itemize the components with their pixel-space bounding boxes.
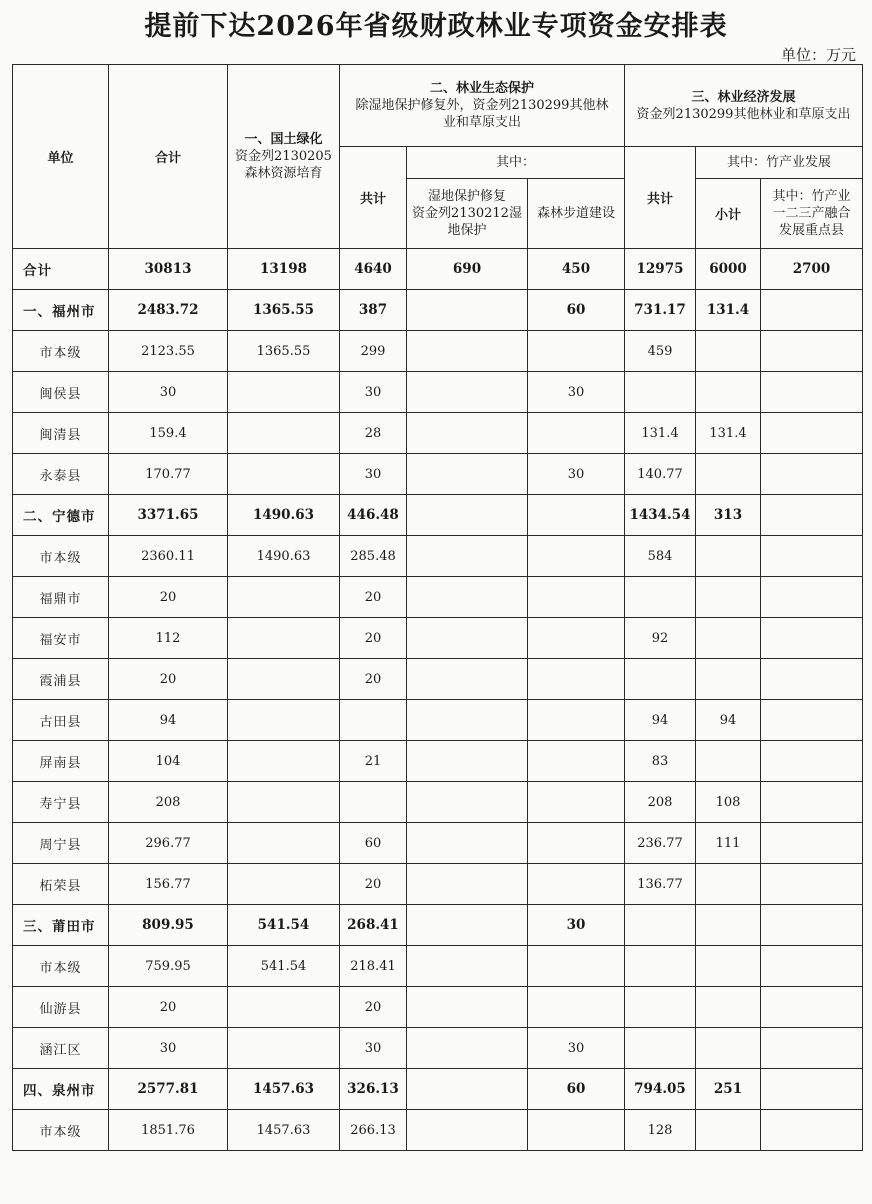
table-row — [13, 1069, 863, 1110]
value-cell: 313 — [696, 495, 761, 536]
value-cell: 131.4 — [625, 413, 696, 454]
header-wetland-line1: 湿地保护修复 — [427, 189, 506, 204]
table-row — [13, 864, 863, 905]
table-row — [13, 659, 863, 700]
value-cell — [761, 331, 863, 372]
value-cell — [696, 1110, 761, 1151]
unit-name-cell: 福鼎市 — [13, 577, 109, 618]
value-cell: 20 — [109, 987, 228, 1028]
value-cell: 20 — [340, 864, 407, 905]
table-row — [13, 987, 863, 1028]
value-cell — [340, 782, 407, 823]
value-cell — [761, 1069, 863, 1110]
allocation-table — [12, 64, 863, 1151]
unit-name-cell: 福安市 — [13, 618, 109, 659]
value-cell: 111 — [696, 823, 761, 864]
value-cell: 690 — [407, 249, 528, 290]
unit-name-cell: 市本级 — [13, 331, 109, 372]
header-sec3-total: 共计 — [625, 147, 696, 249]
value-cell — [407, 659, 528, 700]
value-cell: 131.4 — [696, 413, 761, 454]
value-cell: 20 — [340, 659, 407, 700]
value-cell — [528, 1110, 625, 1151]
value-cell — [696, 741, 761, 782]
value-cell: 2483.72 — [109, 290, 228, 331]
value-cell: 156.77 — [109, 864, 228, 905]
value-cell — [696, 331, 761, 372]
value-cell — [228, 864, 340, 905]
header-ecological-protection-title: 二、林业生态保护 — [429, 81, 534, 96]
unit-label: 单位：万元 — [780, 46, 856, 64]
value-cell: 28 — [340, 413, 407, 454]
unit-name-cell: 合计 — [13, 249, 109, 290]
value-cell — [696, 577, 761, 618]
value-cell — [761, 987, 863, 1028]
value-cell: 83 — [625, 741, 696, 782]
unit-name-cell: 闽侯县 — [13, 372, 109, 413]
value-cell: 2360.11 — [109, 536, 228, 577]
value-cell: 92 — [625, 618, 696, 659]
value-cell: 2123.55 — [109, 331, 228, 372]
header-economic-development-sub: 资金列2130299其他林业和草原支出 — [636, 106, 851, 122]
value-cell: 159.4 — [109, 413, 228, 454]
value-cell — [528, 331, 625, 372]
value-cell: 108 — [696, 782, 761, 823]
value-cell — [528, 536, 625, 577]
header-unit: 单位 — [13, 65, 109, 249]
value-cell — [528, 946, 625, 987]
value-cell — [228, 1028, 340, 1069]
value-cell: 128 — [625, 1110, 696, 1151]
value-cell — [528, 823, 625, 864]
value-cell: 251 — [696, 1069, 761, 1110]
header-land-greening-title: 一、国土绿化 — [244, 132, 323, 147]
value-cell: 30 — [340, 454, 407, 495]
header-ecological-protection — [340, 65, 625, 147]
header-key-line1: 其中：竹产业 — [772, 189, 851, 204]
value-cell — [761, 823, 863, 864]
value-cell: 60 — [340, 823, 407, 864]
value-cell — [696, 618, 761, 659]
value-cell: 1490.63 — [228, 495, 340, 536]
unit-name-cell: 古田县 — [13, 700, 109, 741]
value-cell: 4640 — [340, 249, 407, 290]
value-cell: 296.77 — [109, 823, 228, 864]
value-cell — [625, 987, 696, 1028]
page-title: 提前下达2026年省级财政林业专项资金安排表 — [144, 11, 728, 42]
value-cell: 60 — [528, 290, 625, 331]
header-land-greening — [228, 65, 340, 249]
value-cell — [696, 946, 761, 987]
table-row — [13, 372, 863, 413]
value-cell — [528, 864, 625, 905]
value-cell: 112 — [109, 618, 228, 659]
value-cell — [696, 905, 761, 946]
unit-name-cell: 市本级 — [13, 1110, 109, 1151]
unit-name-cell: 三、莆田市 — [13, 905, 109, 946]
value-cell: 20 — [109, 577, 228, 618]
value-cell: 387 — [340, 290, 407, 331]
value-cell — [696, 864, 761, 905]
value-cell — [407, 741, 528, 782]
value-cell: 2700 — [761, 249, 863, 290]
value-cell — [761, 782, 863, 823]
header-bamboo-key-county — [761, 179, 863, 249]
header-economic-development — [625, 65, 863, 147]
value-cell: 299 — [340, 331, 407, 372]
unit-name-cell: 永泰县 — [13, 454, 109, 495]
value-cell — [761, 946, 863, 987]
header-wetland-restoration — [407, 179, 528, 249]
header-ecological-protection-sub1: 除湿地保护修复外，资金列2130299其他林 — [355, 98, 609, 113]
value-cell: 794.05 — [625, 1069, 696, 1110]
value-cell — [407, 700, 528, 741]
value-cell: 1365.55 — [228, 331, 340, 372]
header-land-greening-sub1: 资金列2130205 — [235, 149, 332, 164]
value-cell — [228, 618, 340, 659]
value-cell: 94 — [696, 700, 761, 741]
value-cell — [625, 905, 696, 946]
value-cell: 21 — [340, 741, 407, 782]
value-cell: 326.13 — [340, 1069, 407, 1110]
value-cell — [696, 454, 761, 495]
table-row — [13, 782, 863, 823]
table-row — [13, 700, 863, 741]
value-cell — [761, 495, 863, 536]
value-cell — [625, 372, 696, 413]
value-cell: 20 — [340, 987, 407, 1028]
value-cell: 30813 — [109, 249, 228, 290]
table-row — [13, 290, 863, 331]
value-cell: 584 — [625, 536, 696, 577]
value-cell: 1490.63 — [228, 536, 340, 577]
header-ecological-protection-sub2: 业和草原支出 — [442, 115, 521, 130]
value-cell: 13198 — [228, 249, 340, 290]
table-row — [13, 495, 863, 536]
table-row — [13, 454, 863, 495]
value-cell: 759.95 — [109, 946, 228, 987]
value-cell — [625, 659, 696, 700]
value-cell — [228, 372, 340, 413]
table-row — [13, 331, 863, 372]
value-cell: 20 — [109, 659, 228, 700]
value-cell: 140.77 — [625, 454, 696, 495]
unit-name-cell: 二、宁德市 — [13, 495, 109, 536]
value-cell — [407, 1069, 528, 1110]
value-cell: 136.77 — [625, 864, 696, 905]
value-cell — [528, 413, 625, 454]
unit-name-cell: 周宁县 — [13, 823, 109, 864]
value-cell — [407, 782, 528, 823]
value-cell — [407, 987, 528, 1028]
table-row — [13, 536, 863, 577]
header-sec2-total: 共计 — [340, 147, 407, 249]
table-row — [13, 1110, 863, 1151]
unit-name-cell: 四、泉州市 — [13, 1069, 109, 1110]
unit-name-cell: 寿宁县 — [13, 782, 109, 823]
table-row — [13, 823, 863, 864]
value-cell: 30 — [109, 1028, 228, 1069]
table-row — [13, 741, 863, 782]
header-key-line3: 发展重点县 — [778, 223, 844, 238]
header-wetland-line3: 地保护 — [447, 223, 487, 238]
value-cell: 266.13 — [340, 1110, 407, 1151]
unit-name-cell: 闽清县 — [13, 413, 109, 454]
unit-name-cell: 柘荣县 — [13, 864, 109, 905]
value-cell — [761, 1028, 863, 1069]
value-cell: 1457.63 — [228, 1069, 340, 1110]
value-cell — [228, 782, 340, 823]
value-cell: 104 — [109, 741, 228, 782]
value-cell — [407, 618, 528, 659]
value-cell: 6000 — [696, 249, 761, 290]
value-cell — [228, 741, 340, 782]
value-cell — [761, 864, 863, 905]
header-wetland-line2: 资金列2130212湿 — [412, 206, 522, 221]
value-cell — [407, 577, 528, 618]
value-cell — [625, 1028, 696, 1069]
value-cell — [228, 577, 340, 618]
value-cell — [407, 331, 528, 372]
value-cell — [761, 372, 863, 413]
value-cell: 12975 — [625, 249, 696, 290]
unit-name-cell: 一、福州市 — [13, 290, 109, 331]
value-cell — [696, 372, 761, 413]
value-cell — [528, 659, 625, 700]
unit-name-cell: 仙游县 — [13, 987, 109, 1028]
value-cell — [696, 1028, 761, 1069]
header-bamboo-subtotal: 小计 — [696, 179, 761, 249]
value-cell — [761, 454, 863, 495]
header-sec2-of-which: 其中： — [407, 147, 625, 179]
value-cell: 30 — [528, 1028, 625, 1069]
value-cell — [228, 987, 340, 1028]
value-cell — [407, 454, 528, 495]
value-cell: 94 — [109, 700, 228, 741]
value-cell: 1851.76 — [109, 1110, 228, 1151]
value-cell: 208 — [109, 782, 228, 823]
table-row — [13, 1028, 863, 1069]
header-land-greening-sub2: 森林资源培育 — [244, 166, 323, 181]
value-cell — [528, 987, 625, 1028]
value-cell — [228, 700, 340, 741]
value-cell — [407, 905, 528, 946]
value-cell: 170.77 — [109, 454, 228, 495]
value-cell — [696, 659, 761, 700]
value-cell — [528, 782, 625, 823]
value-cell: 236.77 — [625, 823, 696, 864]
value-cell: 131.4 — [696, 290, 761, 331]
value-cell — [528, 700, 625, 741]
value-cell: 450 — [528, 249, 625, 290]
value-cell: 285.48 — [340, 536, 407, 577]
value-cell — [528, 577, 625, 618]
header-key-line2: 一二三产融合 — [772, 206, 851, 221]
value-cell — [696, 987, 761, 1028]
value-cell — [761, 290, 863, 331]
value-cell — [228, 413, 340, 454]
value-cell — [407, 372, 528, 413]
value-cell: 731.17 — [625, 290, 696, 331]
value-cell: 541.54 — [228, 946, 340, 987]
value-cell — [407, 1110, 528, 1151]
value-cell — [407, 823, 528, 864]
value-cell — [761, 741, 863, 782]
value-cell — [761, 1110, 863, 1151]
table-row — [13, 413, 863, 454]
value-cell — [761, 905, 863, 946]
value-cell — [228, 659, 340, 700]
table-row — [13, 946, 863, 987]
value-cell — [407, 864, 528, 905]
value-cell: 30 — [340, 372, 407, 413]
value-cell — [340, 700, 407, 741]
value-cell — [761, 618, 863, 659]
table-row — [13, 577, 863, 618]
value-cell — [528, 495, 625, 536]
total-row — [13, 249, 863, 290]
unit-name-cell: 涵江区 — [13, 1028, 109, 1069]
value-cell: 94 — [625, 700, 696, 741]
table-row — [13, 905, 863, 946]
value-cell: 809.95 — [109, 905, 228, 946]
value-cell — [761, 413, 863, 454]
value-cell — [407, 536, 528, 577]
value-cell: 3371.65 — [109, 495, 228, 536]
value-cell: 268.41 — [340, 905, 407, 946]
value-cell: 30 — [528, 372, 625, 413]
unit-name-cell: 市本级 — [13, 536, 109, 577]
unit-name-cell: 屏南县 — [13, 741, 109, 782]
value-cell — [761, 700, 863, 741]
value-cell — [528, 618, 625, 659]
value-cell: 20 — [340, 577, 407, 618]
value-cell — [528, 741, 625, 782]
value-cell: 218.41 — [340, 946, 407, 987]
value-cell: 1457.63 — [228, 1110, 340, 1151]
header-economic-development-title: 三、林业经济发展 — [691, 89, 796, 105]
unit-name-cell: 霞浦县 — [13, 659, 109, 700]
value-cell: 459 — [625, 331, 696, 372]
value-cell — [761, 577, 863, 618]
value-cell: 30 — [528, 905, 625, 946]
value-cell: 2577.81 — [109, 1069, 228, 1110]
value-cell: 20 — [340, 618, 407, 659]
value-cell — [407, 413, 528, 454]
value-cell — [407, 290, 528, 331]
value-cell: 30 — [340, 1028, 407, 1069]
value-cell — [625, 946, 696, 987]
unit-name-cell: 市本级 — [13, 946, 109, 987]
value-cell — [407, 1028, 528, 1069]
value-cell — [761, 536, 863, 577]
value-cell — [228, 823, 340, 864]
value-cell — [696, 536, 761, 577]
value-cell — [228, 454, 340, 495]
value-cell — [407, 495, 528, 536]
value-cell: 208 — [625, 782, 696, 823]
value-cell: 446.48 — [340, 495, 407, 536]
value-cell — [761, 659, 863, 700]
header-total: 合计 — [109, 65, 228, 249]
value-cell — [407, 946, 528, 987]
value-cell: 1434.54 — [625, 495, 696, 536]
table-row — [13, 618, 863, 659]
value-cell: 30 — [109, 372, 228, 413]
value-cell: 60 — [528, 1069, 625, 1110]
value-cell: 1365.55 — [228, 290, 340, 331]
value-cell: 541.54 — [228, 905, 340, 946]
header-forest-trail: 森林步道建设 — [528, 179, 625, 249]
value-cell — [625, 577, 696, 618]
value-cell: 30 — [528, 454, 625, 495]
header-bamboo-industry: 其中：竹产业发展 — [696, 147, 863, 179]
